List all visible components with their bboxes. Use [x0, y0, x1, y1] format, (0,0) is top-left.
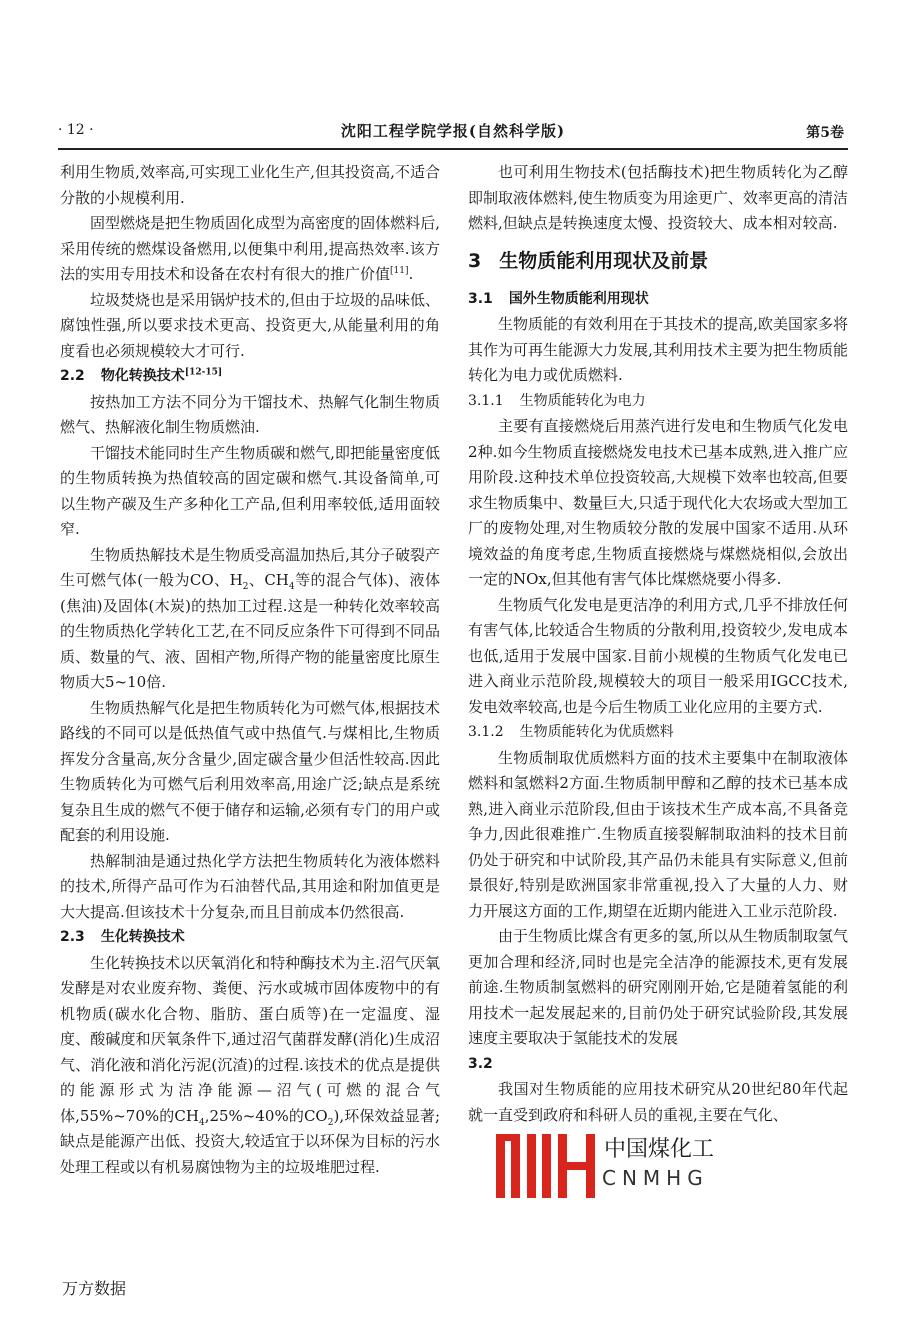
- paragraph: 按热加工方法不同分为干馏技术、热解气化制生物质燃气、热解液化制生物质燃油.: [60, 392, 440, 436]
- section-heading-3: 3 生物质能利用现状及前景: [468, 249, 709, 272]
- citation: [12-15]: [184, 367, 223, 378]
- citation: [11]: [390, 266, 409, 276]
- section-heading-2-2: 2.2 物化转换技术[12-15]: [60, 367, 223, 384]
- volume-label: 第5卷: [806, 125, 844, 141]
- paragraph: 利用生物质,效率高,可实现工业化生产,但其投资高,不适合分散的小规模利用.: [60, 163, 440, 207]
- page-number: · 12 ·: [58, 122, 94, 138]
- right-column: [468, 160, 848, 1128]
- paragraph: 生物质热解技术是生物质受高温加热后,其分子破裂产生可燃气体(一般为CO、$H_2$、$CH_4$等的混合气体)、液体(焦油)及固体(木炭)的热加工过程.这是一种转化效率较高的生物质热化学转化工艺,在不同反应条件下可得到不同品质、数量的气、液、固相产物,所得产物的能量密度比原生物质大5~10倍.: [60, 545, 440, 691]
- watermark-text-cn: 中国煤化工: [600, 1132, 718, 1163]
- paragraph: 由于生物质比煤含有更多的氢,所以从生物质制取氢气更加合理和经济,同时也是完全洁净的能源技术,更有发展前途.生物质制氢燃料的研究刚刚开始,它是随着氢能的利用技术一起发展起来的,目前仍处于研究试验阶段,其发展速度主要取决于氢能技术的发展: [468, 927, 848, 1047]
- section-heading-2-3: 2.3 生化转换技术: [60, 929, 185, 945]
- paragraph: 生物质能的有效利用在于其技术的提高,欧美国家多将其作为可再生能源大力发展,其利用技术主要为把生物质能转化为电力或优质燃料.: [468, 315, 848, 384]
- paragraph: 生物质热解气化是把生物质转化为可燃气体,根据技术路线的不同可以是低热值气或中热值气.与煤相比,生物质挥发分含量高,灰分含量少,固定碳含量少但活性较高.因此生物质转化为可燃气后利用效率高,用途广泛;缺点是系统复杂且生成的燃气不便于储存和运输,必须有专门的用户或配套的利用设施.: [60, 698, 440, 844]
- paragraph: 也可利用生物技术(包括酶技术)把生物质转化为乙醇即制取液体燃料,使生物质变为用途更广、效率更高的清洁燃料,但缺点是转换速度太慢、投资较大、成本相对较高.: [468, 163, 848, 232]
- paragraph: 干馏技术能同时生产生物质碳和燃气,即把能量密度低的生物质转换为热值较高的固定碳和燃气.其设备简单,可以生物产碳及生产多种化工产品,但利用率较低,适用面较窄.: [60, 443, 440, 538]
- paragraph: 固型燃烧是把生物质固化成型为高密度的固体燃料后,采用传统的燃煤设备燃用,以便集中利用,提高热效率.该方法的实用专用技术和设备在农村有很大的推广价值[11].: [60, 214, 440, 283]
- paragraph: 生物质制取优质燃料方面的技术主要集中在制取液体燃料和氢燃料2方面.生物质制甲醇和乙醇的技术已基本成熟,进入商业示范阶段,但由于该技术生产成本高,不具备竞争力,因此很难推广.生物质直接裂解制取油料的技术目前仍处于研究和中试阶段,其产品仍未能具有实际意义,但前景很好,特别是欧洲国家非常重视,投入了大量的人力、财力开展这方面的工作,期望在近期内能进入工业示范阶段.: [468, 748, 848, 920]
- paragraph: 垃圾焚烧也是采用锅炉技术的,但由于垃圾的品味低、腐蚀性强,所以要求技术更高、投资更大,从能量利用的角度看也必须规模较大才可行.: [60, 290, 440, 360]
- section-heading-3-1: 3.1 国外生物质能利用现状: [468, 290, 649, 307]
- section-heading-3-2: 3.2: [468, 1055, 493, 1072]
- cnmhg-logo-icon: [494, 1130, 604, 1202]
- journal-title: 沈阳工程学院学报(自然科学版): [340, 122, 566, 140]
- running-header: [58, 120, 848, 146]
- paragraph: 生物质气化发电是更洁净的利用方式,几乎不排放任何有害气体,比较适合生物质的分散利用,投资较少,发电成本也低,适用于发展中国家.目前小规模的生物质气化发电已进入商业示范阶段,规模较大的项目一般采用IGCC技术,发电效率较高,也是今后生物质工业化应用的主要方式.: [468, 595, 848, 716]
- watermark-logo: [494, 1130, 724, 1202]
- footer-source: 万方数据: [62, 1279, 127, 1298]
- paragraph: 生化转换技术以厌氧消化和特种酶技术为主.沼气厌氧发酵是对农业废弃物、粪便、污水或城市固体废物中的有机物质(碳水化合物、脂肪、蛋白质等)在一定温度、湿度、酸碱度和厌氧条件下,通过沼气菌群发酵(消化)生成沼气、消化液和消化污泥(沉渣)的过程.该技术的优点是提供的能源形式为洁净能源—沼气(可燃的混合气体,55%~70%的$CH_4,25\%\sim 40\%$的$CO_2$),环保效益显著;缺点是能源产出低、投资大,较适宜于以环保为目标的污水处理工程或以有机易腐蚀物为主的垃圾堆肥过程.: [60, 953, 441, 1176]
- watermark-text-en: CNMHG: [602, 1166, 709, 1190]
- paragraph: 热解制油是通过热化学方法把生物质转化为液体燃料的技术,所得产品可作为石油替代品,其用途和附加值更是大大提高.但该技术十分复杂,而且目前成本仍然很高.: [60, 851, 440, 921]
- paragraph: 主要有直接燃烧后用蒸汽进行发电和生物质气化发电2种.如今生物质直接燃烧发电技术已基本成熟,进入推广应用阶段.这种技术单位投资较高,大规模下效率也较高,但要求生物质集中、数量巨大,只适于现代化大农场或大型加工厂的废物处理,对生物质较分散的发展中国家不适用.从环境效益的角度考虑,生物质直接燃烧与煤燃烧相似,会放出一定的NOx,但其他有害气体比煤燃烧要小得多.: [468, 417, 848, 588]
- paragraph: 我国对生物质能的应用技术研究从20世纪80年代起就一直受到政府和科研人员的重视,主要在气化、: [468, 1080, 848, 1124]
- left-column: [60, 160, 440, 1180]
- header-rule: [58, 148, 848, 150]
- section-heading-3-1-2: 3.1.2 生物质能转化为优质燃料: [468, 724, 674, 740]
- section-heading-3-1-1: 3.1.1 生物质能转化为电力: [468, 392, 646, 409]
